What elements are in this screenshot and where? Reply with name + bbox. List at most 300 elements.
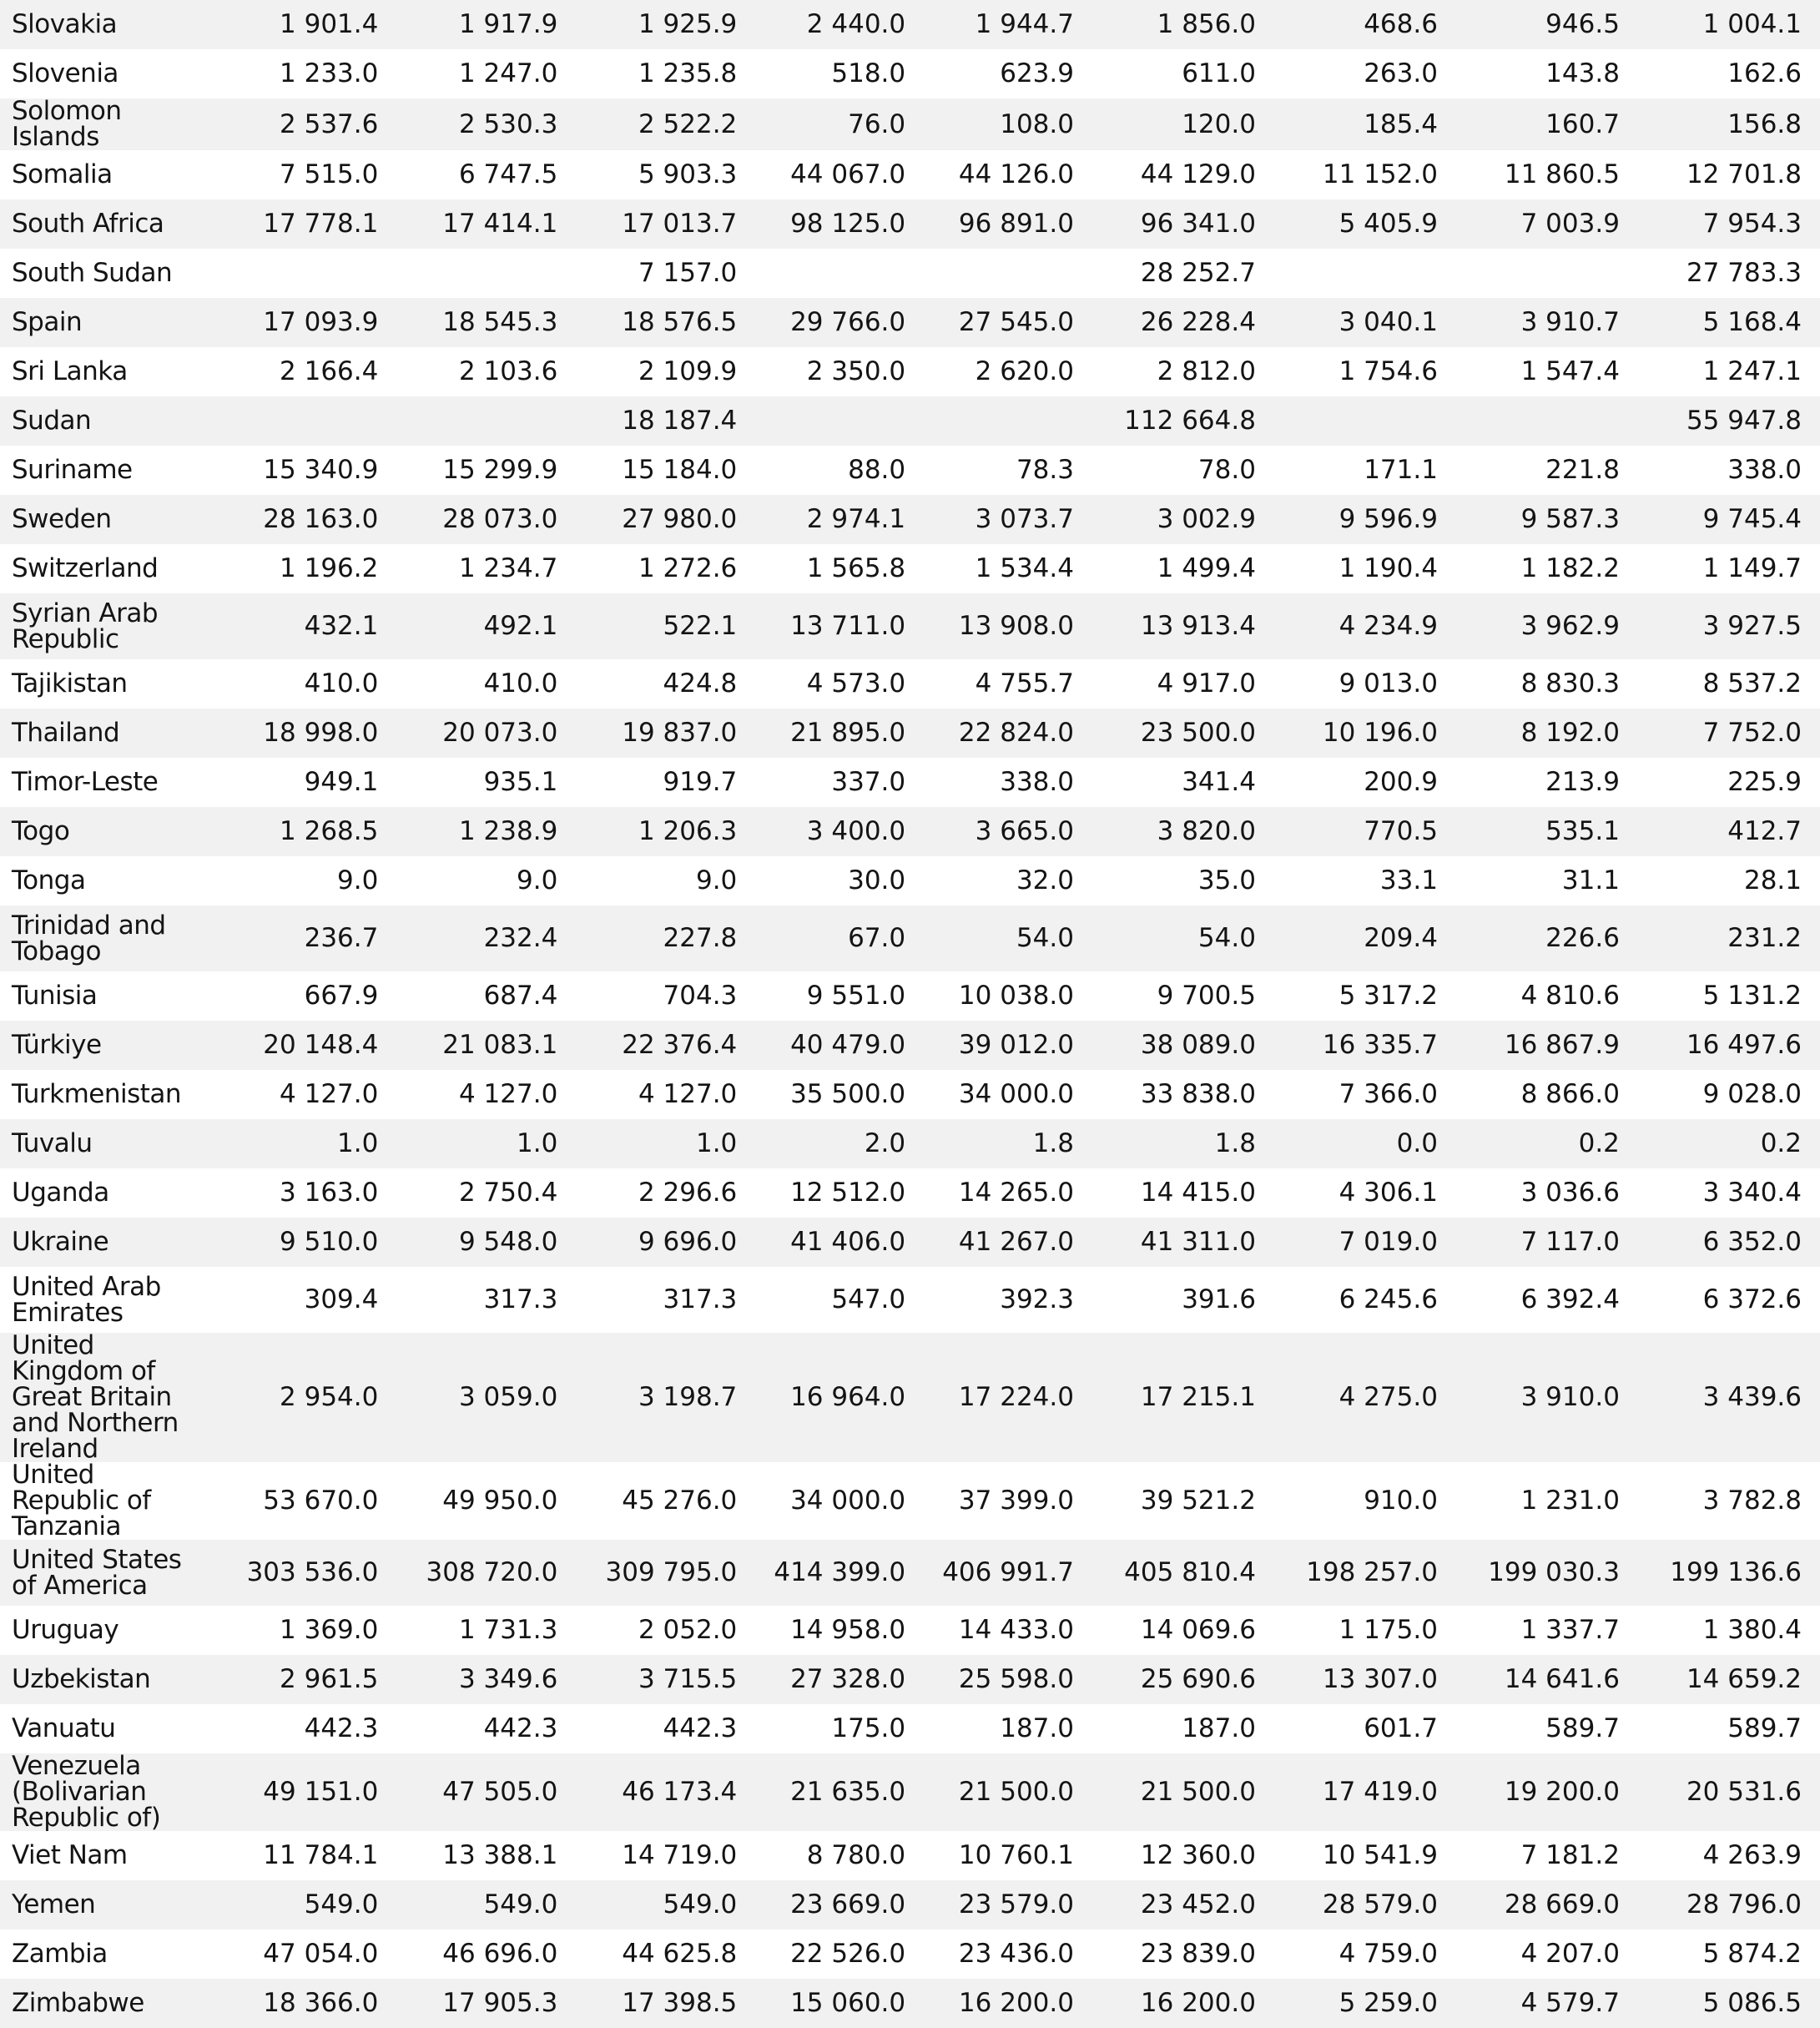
value-cell: 412.7 [1638,807,1820,856]
value-cell: 1 547.4 [1456,347,1638,396]
table-row [0,150,1820,199]
value-cell [755,249,924,298]
table-row [0,49,1820,98]
country-name: Uruguay [0,1606,217,1655]
value-cell: 96 891.0 [924,199,1092,249]
value-cell: 7 181.2 [1456,1831,1638,1880]
value-cell: 28 163.0 [217,495,396,544]
value-cell: 44 625.8 [576,1930,755,1979]
value-cell: 88.0 [755,446,924,495]
value-cell: 25 598.0 [924,1655,1092,1704]
table-row [0,495,1820,544]
value-cell: 44 067.0 [755,150,924,199]
value-cell: 3 349.6 [396,1655,576,1704]
value-cell: 2 350.0 [755,347,924,396]
value-cell: 5 086.5 [1638,1979,1820,2028]
value-cell: 39 521.2 [1092,1462,1274,1540]
value-cell: 303 536.0 [217,1540,396,1606]
value-cell [1456,396,1638,446]
table-row [0,1119,1820,1168]
country-name: Somalia [0,150,217,199]
value-cell: 391.6 [1092,1267,1274,1333]
value-cell: 41 311.0 [1092,1218,1274,1267]
value-cell: 185.4 [1274,98,1456,150]
value-cell: 47 505.0 [396,1753,576,1831]
value-cell: 7 366.0 [1274,1070,1456,1119]
value-cell: 3 782.8 [1638,1462,1820,1540]
value-cell: 3 040.1 [1274,298,1456,347]
value-cell: 98 125.0 [755,199,924,249]
value-cell: 20 073.0 [396,709,576,758]
value-cell: 2 109.9 [576,347,755,396]
value-cell: 15 299.9 [396,446,576,495]
table-row [0,971,1820,1021]
country-name: Türkiye [0,1021,217,1070]
value-cell: 1 231.0 [1456,1462,1638,1540]
table-row [0,1930,1820,1979]
value-cell: 14 659.2 [1638,1655,1820,1704]
table-row [0,1753,1820,1831]
value-cell: 9.0 [396,856,576,906]
value-cell: 44 129.0 [1092,150,1274,199]
table-row [0,856,1820,906]
value-cell: 309 795.0 [576,1540,755,1606]
value-cell: 13 908.0 [924,593,1092,659]
value-cell: 2 166.4 [217,347,396,396]
value-cell: 33 838.0 [1092,1070,1274,1119]
value-cell: 492.1 [396,593,576,659]
value-cell: 6 245.6 [1274,1267,1456,1333]
table-row [0,1462,1820,1540]
value-cell: 143.8 [1456,49,1638,98]
value-cell: 3 715.5 [576,1655,755,1704]
value-cell [1456,249,1638,298]
value-cell: 232.4 [396,906,576,971]
value-cell: 22 526.0 [755,1930,924,1979]
value-cell: 7 752.0 [1638,709,1820,758]
value-cell: 687.4 [396,971,576,1021]
value-cell: 535.1 [1456,807,1638,856]
country-name: Switzerland [0,544,217,593]
value-cell: 200.9 [1274,758,1456,807]
value-cell: 4 306.1 [1274,1168,1456,1218]
table-row [0,1218,1820,1267]
value-cell: 32.0 [924,856,1092,906]
value-cell: 2 296.6 [576,1168,755,1218]
value-cell: 410.0 [217,659,396,709]
country-name: Zimbabwe [0,1979,217,2028]
value-cell: 2 620.0 [924,347,1092,396]
value-cell: 221.8 [1456,446,1638,495]
value-cell: 4 275.0 [1274,1333,1456,1462]
value-cell: 4 127.0 [217,1070,396,1119]
value-cell: 1 238.9 [396,807,576,856]
value-cell: 9.0 [576,856,755,906]
value-cell: 3 340.4 [1638,1168,1820,1218]
value-cell: 213.9 [1456,758,1638,807]
value-cell: 20 531.6 [1638,1753,1820,1831]
value-cell: 27 328.0 [755,1655,924,1704]
country-name: Slovenia [0,49,217,98]
country-name: Solomon Islands [0,98,217,150]
table-row [0,709,1820,758]
value-cell: 1 247.1 [1638,347,1820,396]
value-cell: 1 235.8 [576,49,755,98]
value-cell: 27 980.0 [576,495,755,544]
table-row [0,659,1820,709]
value-cell: 21 083.1 [396,1021,576,1070]
value-cell: 5 405.9 [1274,199,1456,249]
value-cell: 19 200.0 [1456,1753,1638,1831]
value-cell: 199 136.6 [1638,1540,1820,1606]
value-cell: 3 036.6 [1456,1168,1638,1218]
value-cell: 160.7 [1456,98,1638,150]
value-cell: 46 173.4 [576,1753,755,1831]
value-cell: 7 515.0 [217,150,396,199]
value-cell: 9 596.9 [1274,495,1456,544]
value-cell: 0.2 [1456,1119,1638,1168]
value-cell: 45 276.0 [576,1462,755,1540]
value-cell: 54.0 [1092,906,1274,971]
value-cell: 6 372.6 [1638,1267,1820,1333]
value-cell: 28 252.7 [1092,249,1274,298]
value-cell: 3 198.7 [576,1333,755,1462]
table-row [0,544,1820,593]
value-cell: 6 392.4 [1456,1267,1638,1333]
value-cell: 16 964.0 [755,1333,924,1462]
value-cell: 3 163.0 [217,1168,396,1218]
value-cell: 2.0 [755,1119,924,1168]
value-cell: 549.0 [217,1880,396,1930]
value-cell: 0.0 [1274,1119,1456,1168]
value-cell [924,249,1092,298]
value-cell: 21 500.0 [1092,1753,1274,1831]
value-cell [396,249,576,298]
value-cell: 1 234.7 [396,544,576,593]
table-row [0,1021,1820,1070]
value-cell: 16 200.0 [1092,1979,1274,2028]
value-cell: 10 760.1 [924,1831,1092,1880]
table-row [0,593,1820,659]
value-cell: 5 168.4 [1638,298,1820,347]
table-row [0,1333,1820,1462]
value-cell: 11 860.5 [1456,150,1638,199]
value-cell: 199 030.3 [1456,1540,1638,1606]
country-name: Tajikistan [0,659,217,709]
value-cell: 187.0 [1092,1704,1274,1753]
table-row [0,1979,1820,2028]
value-cell: 21 500.0 [924,1753,1092,1831]
value-cell: 2 052.0 [576,1606,755,1655]
value-cell: 4 207.0 [1456,1930,1638,1979]
table-row [0,98,1820,150]
value-cell: 3 962.9 [1456,593,1638,659]
country-name: Tonga [0,856,217,906]
value-cell: 13 388.1 [396,1831,576,1880]
country-name: Uganda [0,1168,217,1218]
value-cell [217,396,396,446]
value-cell: 1 233.0 [217,49,396,98]
value-cell: 3 927.5 [1638,593,1820,659]
country-name: Spain [0,298,217,347]
value-cell: 3 910.0 [1456,1333,1638,1462]
table-row [0,347,1820,396]
value-cell: 518.0 [755,49,924,98]
value-cell: 601.7 [1274,1704,1456,1753]
value-cell: 17 093.9 [217,298,396,347]
value-cell: 46 696.0 [396,1930,576,1979]
value-cell: 317.3 [576,1267,755,1333]
value-cell: 31.1 [1456,856,1638,906]
value-cell: 9 548.0 [396,1218,576,1267]
value-cell: 13 913.4 [1092,593,1274,659]
value-cell: 4 573.0 [755,659,924,709]
value-cell: 23 839.0 [1092,1930,1274,1979]
value-cell: 338.0 [924,758,1092,807]
value-cell: 8 866.0 [1456,1070,1638,1119]
value-cell: 935.1 [396,758,576,807]
country-name: United Republic of Tanzania [0,1462,217,1540]
country-name: United Arab Emirates [0,1267,217,1333]
country-name: Turkmenistan [0,1070,217,1119]
country-name: South Africa [0,199,217,249]
value-cell: 5 259.0 [1274,1979,1456,2028]
country-name: Slovakia [0,0,217,49]
value-cell: 226.6 [1456,906,1638,971]
value-cell: 442.3 [217,1704,396,1753]
value-cell: 18 545.3 [396,298,576,347]
value-cell: 47 054.0 [217,1930,396,1979]
country-name: Syrian Arab Republic [0,593,217,659]
value-cell: 2 103.6 [396,347,576,396]
table-row [0,199,1820,249]
value-cell: 17 419.0 [1274,1753,1456,1831]
table-row [0,1704,1820,1753]
value-cell: 1 534.4 [924,544,1092,593]
value-cell: 522.1 [576,593,755,659]
value-cell: 549.0 [396,1880,576,1930]
country-name: Timor-Leste [0,758,217,807]
value-cell: 1 247.0 [396,49,576,98]
value-cell: 23 579.0 [924,1880,1092,1930]
value-cell: 78.0 [1092,446,1274,495]
country-name: Zambia [0,1930,217,1979]
country-name: Vanuatu [0,1704,217,1753]
value-cell: 2 440.0 [755,0,924,49]
value-cell: 549.0 [576,1880,755,1930]
table-row [0,758,1820,807]
value-cell: 4 234.9 [1274,593,1456,659]
value-cell [1274,249,1456,298]
value-cell: 162.6 [1638,49,1820,98]
value-cell: 17 215.1 [1092,1333,1274,1462]
table-row [0,396,1820,446]
value-cell: 414 399.0 [755,1540,924,1606]
value-cell: 76.0 [755,98,924,150]
value-cell: 5 317.2 [1274,971,1456,1021]
table-row [0,807,1820,856]
table-row [0,1880,1820,1930]
table-row [0,906,1820,971]
country-name: Venezuela (Bolivarian Republic of) [0,1753,217,1831]
value-cell: 4 579.7 [1456,1979,1638,2028]
value-cell: 17 414.1 [396,199,576,249]
value-cell: 175.0 [755,1704,924,1753]
value-cell [924,396,1092,446]
value-cell: 9 587.3 [1456,495,1638,544]
value-cell: 28 796.0 [1638,1880,1820,1930]
value-cell: 1 175.0 [1274,1606,1456,1655]
value-cell: 15 060.0 [755,1979,924,2028]
value-cell: 16 200.0 [924,1979,1092,2028]
value-cell: 67.0 [755,906,924,971]
value-cell: 4 810.6 [1456,971,1638,1021]
value-cell: 14 069.6 [1092,1606,1274,1655]
value-cell: 27 783.3 [1638,249,1820,298]
value-cell: 5 874.2 [1638,1930,1820,1979]
value-cell: 7 003.9 [1456,199,1638,249]
value-cell: 21 895.0 [755,709,924,758]
value-cell: 3 910.7 [1456,298,1638,347]
value-cell: 112 664.8 [1092,396,1274,446]
value-cell: 1 499.4 [1092,544,1274,593]
value-cell: 14 265.0 [924,1168,1092,1218]
value-cell: 12 360.0 [1092,1831,1274,1880]
value-cell: 9 696.0 [576,1218,755,1267]
value-cell: 23 669.0 [755,1880,924,1930]
value-cell: 8 192.0 [1456,709,1638,758]
value-cell: 4 917.0 [1092,659,1274,709]
value-cell: 14 433.0 [924,1606,1092,1655]
value-cell: 1 004.1 [1638,0,1820,49]
value-cell: 611.0 [1092,49,1274,98]
value-cell: 6 352.0 [1638,1218,1820,1267]
value-cell: 41 267.0 [924,1218,1092,1267]
value-cell: 410.0 [396,659,576,709]
value-cell: 28 579.0 [1274,1880,1456,1930]
value-cell: 108.0 [924,98,1092,150]
value-cell: 442.3 [576,1704,755,1753]
table-row [0,249,1820,298]
value-cell: 392.3 [924,1267,1092,1333]
value-cell: 17 778.1 [217,199,396,249]
value-cell: 28 073.0 [396,495,576,544]
value-cell: 2 974.1 [755,495,924,544]
value-cell: 209.4 [1274,906,1456,971]
value-cell: 20 148.4 [217,1021,396,1070]
value-cell: 27 545.0 [924,298,1092,347]
value-cell: 547.0 [755,1267,924,1333]
value-cell: 9 745.4 [1638,495,1820,544]
value-cell: 28 669.0 [1456,1880,1638,1930]
value-cell: 7 157.0 [576,249,755,298]
value-cell: 15 184.0 [576,446,755,495]
country-name: United States of America [0,1540,217,1606]
value-cell: 432.1 [217,593,396,659]
value-cell: 53 670.0 [217,1462,396,1540]
value-cell: 19 837.0 [576,709,755,758]
value-cell: 18 366.0 [217,1979,396,2028]
value-cell: 7 019.0 [1274,1218,1456,1267]
table-row [0,1070,1820,1119]
value-cell: 55 947.8 [1638,396,1820,446]
value-cell: 17 013.7 [576,199,755,249]
value-cell: 949.1 [217,758,396,807]
country-name: United Kingdom of Great Britain and Northern Ireland [0,1333,217,1462]
value-cell: 2 954.0 [217,1333,396,1462]
value-cell: 1 731.3 [396,1606,576,1655]
country-name: Sudan [0,396,217,446]
value-cell: 227.8 [576,906,755,971]
value-cell: 14 641.6 [1456,1655,1638,1704]
value-cell: 4 759.0 [1274,1930,1456,1979]
value-cell: 3 073.7 [924,495,1092,544]
value-cell [396,396,576,446]
value-cell: 12 701.8 [1638,150,1820,199]
value-cell: 16 497.6 [1638,1021,1820,1070]
value-cell: 9 510.0 [217,1218,396,1267]
value-cell: 8 780.0 [755,1831,924,1880]
value-cell: 12 512.0 [755,1168,924,1218]
value-cell: 34 000.0 [755,1462,924,1540]
value-cell: 341.4 [1092,758,1274,807]
value-cell: 406 991.7 [924,1540,1092,1606]
value-cell: 39 012.0 [924,1021,1092,1070]
value-cell: 2 537.6 [217,98,396,150]
value-cell: 405 810.4 [1092,1540,1274,1606]
value-cell: 49 950.0 [396,1462,576,1540]
value-cell: 10 038.0 [924,971,1092,1021]
value-cell: 1.0 [576,1119,755,1168]
value-cell: 442.3 [396,1704,576,1753]
value-cell: 231.2 [1638,906,1820,971]
value-cell: 120.0 [1092,98,1274,150]
table-row [0,1606,1820,1655]
value-cell: 41 406.0 [755,1218,924,1267]
value-cell: 468.6 [1274,0,1456,49]
value-cell: 18 998.0 [217,709,396,758]
value-cell: 263.0 [1274,49,1456,98]
country-name: Viet Nam [0,1831,217,1880]
value-cell: 1 380.4 [1638,1606,1820,1655]
value-cell: 919.7 [576,758,755,807]
value-cell: 156.8 [1638,98,1820,150]
value-cell: 9 551.0 [755,971,924,1021]
value-cell: 9.0 [217,856,396,906]
value-cell: 17 224.0 [924,1333,1092,1462]
value-cell: 7 117.0 [1456,1218,1638,1267]
value-cell: 1 337.7 [1456,1606,1638,1655]
value-cell: 225.9 [1638,758,1820,807]
value-cell: 704.3 [576,971,755,1021]
value-cell: 2 812.0 [1092,347,1274,396]
country-name: South Sudan [0,249,217,298]
value-cell: 4 263.9 [1638,1831,1820,1880]
country-name: Togo [0,807,217,856]
value-cell: 9 700.5 [1092,971,1274,1021]
value-cell: 23 500.0 [1092,709,1274,758]
country-name: Ukraine [0,1218,217,1267]
country-name: Thailand [0,709,217,758]
value-cell: 16 335.7 [1274,1021,1456,1070]
value-cell: 14 719.0 [576,1831,755,1880]
value-cell: 198 257.0 [1274,1540,1456,1606]
value-cell: 38 089.0 [1092,1021,1274,1070]
value-cell: 1 856.0 [1092,0,1274,49]
value-cell: 3 665.0 [924,807,1092,856]
value-cell: 424.8 [576,659,755,709]
country-name: Sweden [0,495,217,544]
